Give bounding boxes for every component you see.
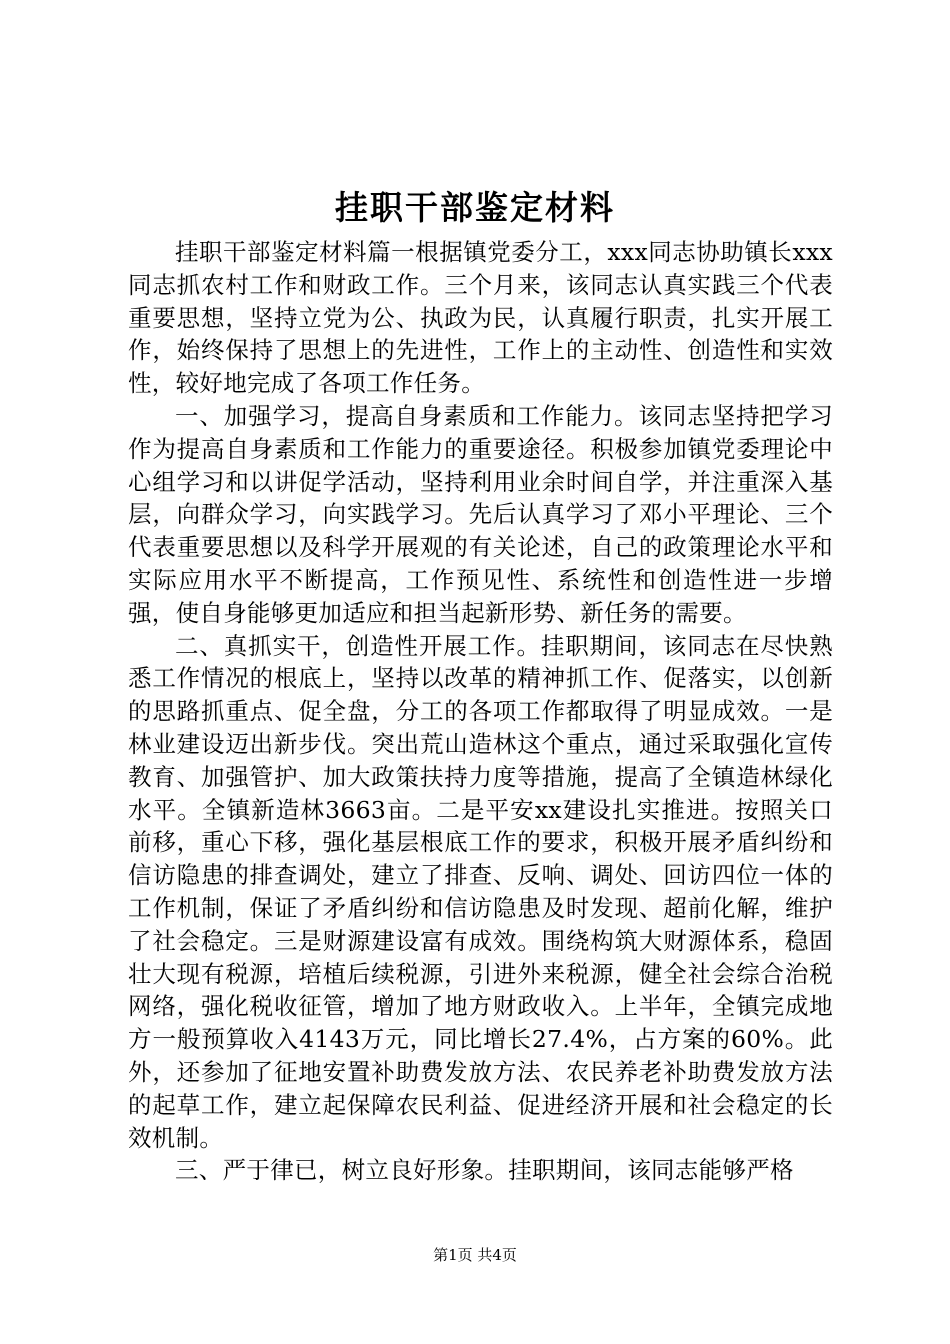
document-body <box>128 236 833 1187</box>
paragraph-section-1: 一、加强学习，提高自身素质和工作能力。该同志坚持把学习作为提高自身素质和工作能力的重要途径。积极参加镇党委理论中心组学习和以讲促学活动，坚持利用业余时间自学，并注重深入基层，向群众学习，向实践学习。先后认真学习了邓小平理论、三个代表重要思想以及科学开展观的有关论述，自己的政策理论水平和实际应用水平不断提高，工作预见性、系统性和创造性进一步增强，使自身能够更加适应和担当起新形势、新任务的需要。 <box>128 401 833 627</box>
document-title: 挂职干部鉴定材料 <box>335 188 615 227</box>
paragraph-intro: 挂职干部鉴定材料篇一根据镇党委分工，xxx同志协助镇长xxx同志抓农村工作和财政工作。三个月来，该同志认真实践三个代表重要思想，坚持立党为公、执政为民，认真履行职责，扎实开展工作，始终保持了思想上的先进性，工作上的主动性、创造性和实效性，较好地完成了各项工作任务。 <box>128 238 833 398</box>
paragraph-section-3: 三、严于律已，树立良好形象。挂职期间，该同志能够严格 <box>175 1156 794 1185</box>
page-number-footer: 第1页 共4页 <box>433 1246 517 1264</box>
paragraph-section-2: 二、真抓实干，创造性开展工作。挂职期间，该同志在尽快熟悉工作情况的根底上，坚持以改革的精神抓工作、促落实，以创新的思路抓重点、促全盘，分工的各项工作都取得了明显成效。一是林业建设迈出新步伐。突出荒山造林这个重点，通过采取强化宣传教育、加强管护、加大政策扶持力度等措施，提高了全镇造林绿化水平。全镇新造林3663亩。二是平安xx建设扎实推进。按照关口前移，重心下移，强化基层根底工作的要求，积极开展矛盾纠纷和信访隐患的排查调处，建立了排查、反响、调处、回访四位一体的工作机制，保证了矛盾纠纷和信访隐患及时发现、超前化解，维护了社会稳定。三是财源建设富有成效。围绕构筑大财源体系，稳固壮大现有税源，培植后续税源，引进外来税源，健全社会综合治税网络，强化税收征管，增加了地方财政收入。上半年，全镇完成地方一般预算收入4143万元，同比增长27.4%，占方案的60%。此外，还参加了征地安置补助费发放方法、农民养老补助费发放方法的起草工作，建立起保障农民利益、促进经济开展和社会稳定的长效机制。 <box>128 631 833 1152</box>
